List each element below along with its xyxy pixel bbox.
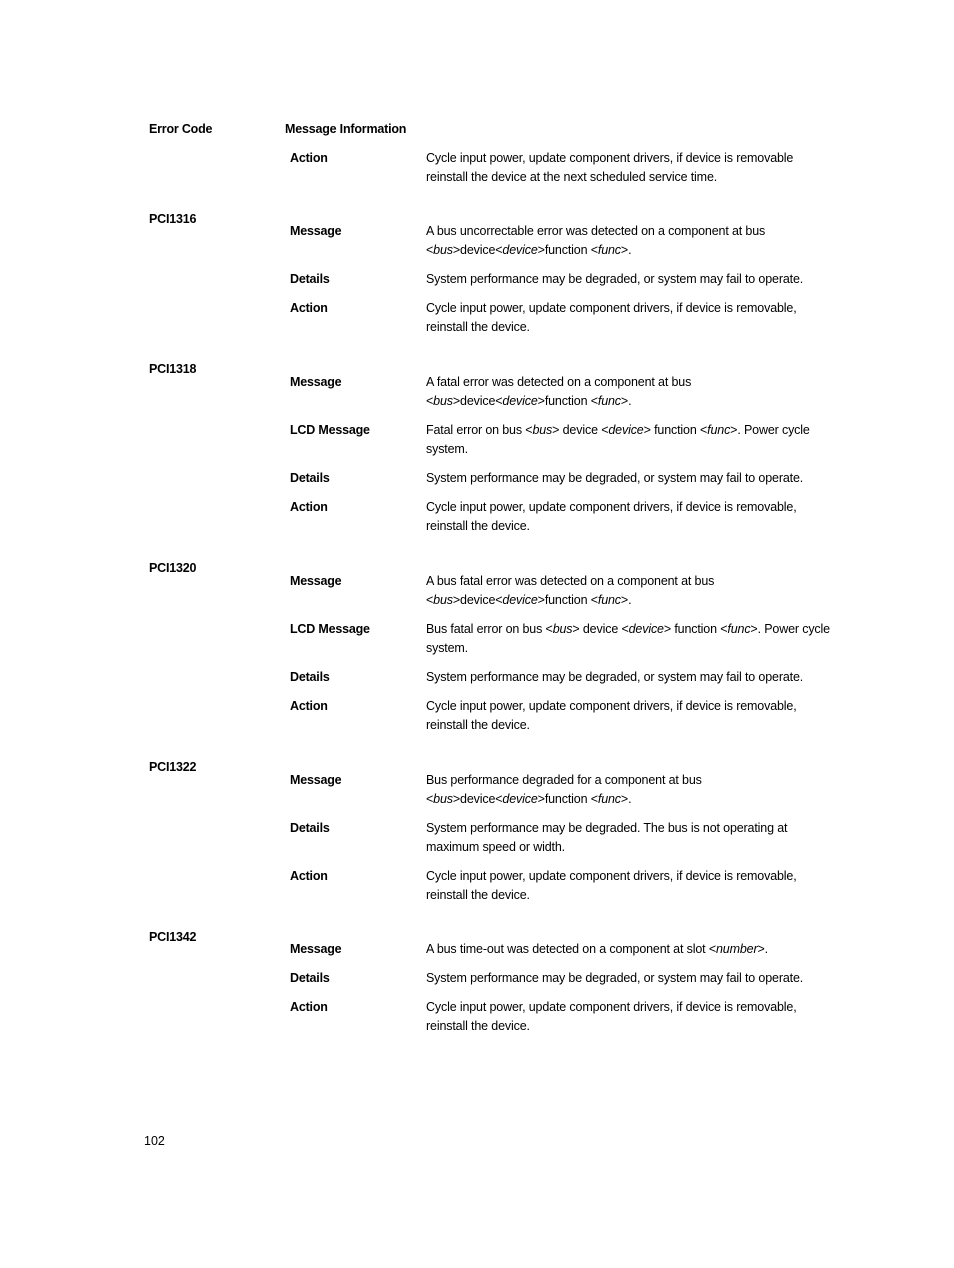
continued-action-text: Cycle input power, update component drivers, if device is removable reinstall the device at the next scheduled service time. [426, 151, 794, 184]
error-code-pci1342: PCI1342 [149, 930, 197, 944]
error-code-pci1320: PCI1320 [149, 561, 197, 575]
pci1318-message-text: A fatal error was detected on a component at bus <bus>device<device>function <func>. [426, 375, 692, 408]
pci1316-action-label: Action [290, 301, 328, 315]
pci1318-lcd-message-label: LCD Message [290, 423, 370, 437]
pci1322-details-label: Details [290, 821, 330, 835]
error-code-pci1322: PCI1322 [149, 760, 197, 774]
pci1342-action-text: Cycle input power, update component drivers, if device is removable, reinstall the device. [426, 1000, 797, 1033]
pci1318-message-label: Message [290, 375, 342, 389]
pci1316-action-text: Cycle input power, update component drivers, if device is removable, reinstall the device. [426, 301, 797, 334]
pci1320-lcd-message-label: LCD Message [290, 622, 370, 636]
pci1322-action-text: Cycle input power, update component drivers, if device is removable, reinstall the device. [426, 869, 797, 902]
pci1318-details-label: Details [290, 471, 330, 485]
column-header-message-information: Message Information [285, 122, 407, 136]
pci1322-message-label: Message [290, 773, 342, 787]
pci1342-action-label: Action [290, 1000, 328, 1014]
pci1316-message-text: A bus uncorrectable error was detected on a component at bus <bus>device<device>function <func>. [426, 224, 766, 257]
error-code-pci1318: PCI1318 [149, 362, 197, 376]
pci1342-details-text: System performance may be degraded, or system may fail to operate. [426, 971, 804, 985]
pci1322-action-label: Action [290, 869, 328, 883]
pci1316-details-label: Details [290, 272, 330, 286]
error-code-pci1316: PCI1316 [149, 212, 197, 226]
pci1316-message-label: Message [290, 224, 342, 238]
pci1320-details-text: System performance may be degraded, or system may fail to operate. [426, 670, 804, 684]
pci1320-action-label: Action [290, 699, 328, 713]
pci1320-lcd-message-text: Bus fatal error on bus <bus> device <device> function <func>. Power cycle system. [426, 622, 830, 655]
pci1320-message-label: Message [290, 574, 342, 588]
pci1318-details-text: System performance may be degraded, or system may fail to operate. [426, 471, 804, 485]
pci1322-message-text: Bus performance degraded for a component at bus <bus>device<device>function <func>. [426, 773, 702, 806]
pci1320-message-text: A bus fatal error was detected on a component at bus <bus>device<device>function <func>. [426, 574, 715, 607]
pci1318-action-text: Cycle input power, update component drivers, if device is removable, reinstall the device. [426, 500, 797, 533]
continued-action-label: Action [290, 151, 328, 165]
pci1320-action-text: Cycle input power, update component drivers, if device is removable, reinstall the device. [426, 699, 797, 732]
pci1316-details-text: System performance may be degraded, or system may fail to operate. [426, 272, 804, 286]
pci1342-message-text: A bus time-out was detected on a component at slot <number>. [426, 942, 768, 956]
pci1320-details-label: Details [290, 670, 330, 684]
pci1322-details-text: System performance may be degraded. The bus is not operating at maximum speed or width. [426, 821, 788, 854]
pci1318-lcd-message-text: Fatal error on bus <bus> device <device> function <func>. Power cycle system. [426, 423, 810, 456]
column-header-error-code: Error Code [149, 122, 213, 136]
page-number: 102 [144, 1134, 165, 1148]
pci1342-message-label: Message [290, 942, 342, 956]
pci1342-details-label: Details [290, 971, 330, 985]
pci1318-action-label: Action [290, 500, 328, 514]
